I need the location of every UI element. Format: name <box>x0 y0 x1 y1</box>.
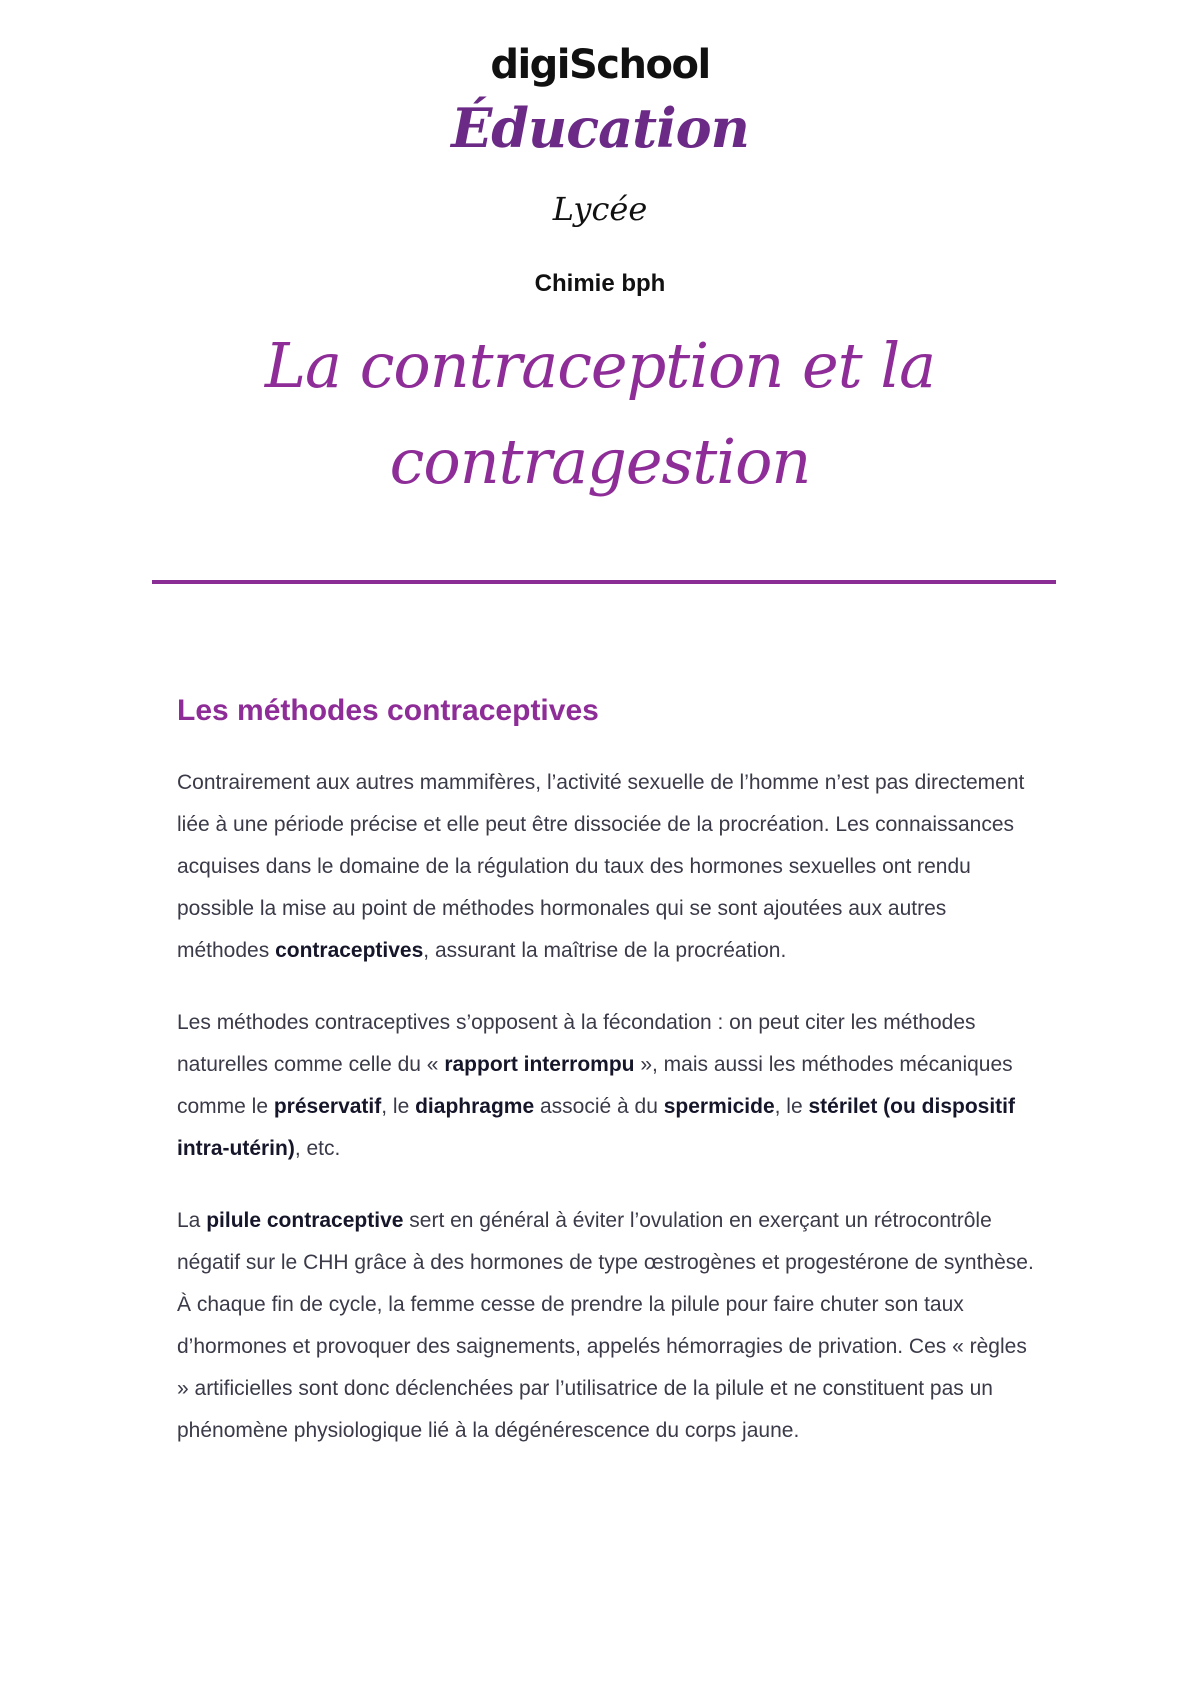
text-run: sert en général à éviter l’ovulation en exerçant un rétrocontrôle négatif sur le CHH grâce à des hormones de type œstrogènes et progestérone de synthèse. À chaque fin de cycle, la femme cesse de prendre la pilule pour faire chuter son taux d’hormones et provoquer des saignements, appelés hémorragies de privation. Ces « règles » artificielles sont donc déclenchées par l’utilisatrice de la pilule et ne constituent pas un phénomène physiologique lié à la dégénérescence du corps jaune. <box>177 1209 1034 1442</box>
paragraph-2 <box>177 1002 1037 1170</box>
text-run: associé à du <box>534 1095 664 1118</box>
title-divider <box>152 580 1056 584</box>
bold-term: stérilet (ou dispositif intra-utérin) <box>177 1095 1015 1160</box>
brand-logo: digiSchool <box>490 42 710 88</box>
bold-term: diaphragme <box>415 1095 535 1118</box>
subject-label: Chimie bph <box>534 270 666 297</box>
level-label: Lycée <box>552 190 648 228</box>
text-run: La <box>177 1209 207 1232</box>
paragraph-3 <box>177 1200 1037 1452</box>
text-run: , assurant la maîtrise de la procréation. <box>423 939 787 962</box>
text-run: , etc. <box>294 1137 341 1160</box>
text-run: Les méthodes contraceptives s’opposent à la fécondation : on peut citer les méthodes naturelles comme celle du « <box>177 1011 976 1076</box>
bold-term: contraceptives <box>275 939 424 962</box>
paragraph-1 <box>177 762 1037 972</box>
bold-term: pilule contraceptive <box>206 1209 404 1232</box>
text-run: », mais aussi les méthodes mécaniques comme le <box>177 1053 1013 1118</box>
main-content <box>177 694 1037 1482</box>
section-logo: Éducation <box>451 96 749 160</box>
section-heading: Les méthodes contraceptives <box>177 694 599 727</box>
text-run: , le <box>381 1095 416 1118</box>
document-title: La contraception et la contragestion <box>264 329 936 498</box>
bold-term: spermicide <box>663 1095 775 1118</box>
bold-term: préservatif <box>273 1095 382 1118</box>
text-run: , le <box>774 1095 809 1118</box>
bold-term: rapport interrompu <box>444 1053 635 1076</box>
text-run: Contrairement aux autres mammifères, l’activité sexuelle de l’homme n’est pas directement liée à une période précise et elle peut être dissociée de la procréation. Les connaissances acquises dans le domaine de la régulation du taux des hormones sexuelles ont rendu possible la mise au point de méthodes hormonales qui se sont ajoutées aux autres méthodes <box>177 771 1025 962</box>
